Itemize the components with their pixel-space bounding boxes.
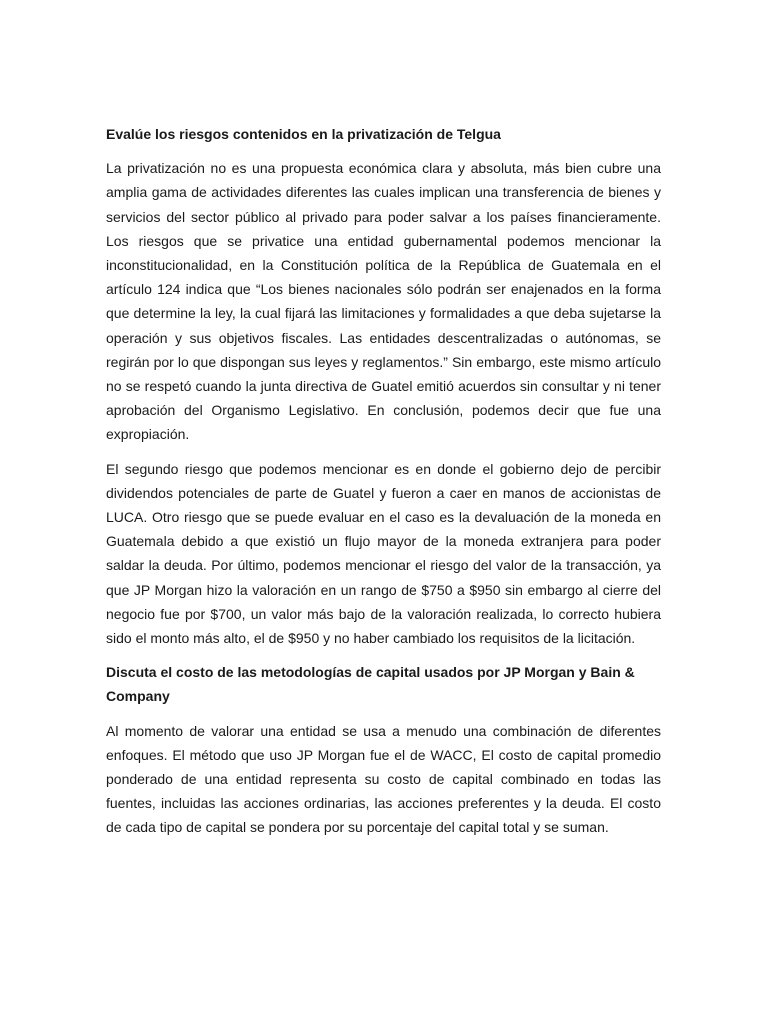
section-heading-telgua-risks: Evalúe los riesgos contenidos en la privatización de Telgua (106, 126, 501, 142)
document-page (106, 122, 661, 850)
paragraph-second-risk: El segundo riesgo que podemos mencionar es en donde el gobierno dejo de percibir dividendos potenciales de parte de Guatel y fueron a caer en manos de accionistas de LUCA. Otro riesgo que se puede evaluar en el caso es la devaluación de la moneda en Guatemala debido a que existió un flujo mayor de la moneda extranjera para poder saldar la deuda. Por último, podemos mencionar el riesgo del valor de la transacción, ya que JP Morgan hizo la valoración en un rango de $750 a $950 sin embargo al cierre del negocio fue por $700, un valor más bajo de la valoración realizada, lo correcto hubiera sido el monto más alto, el de $950 y no haber cambiado los requisitos de la licitación. (106, 460, 661, 647)
paragraph-wacc-method: Al momento de valorar una entidad se usa a menudo una combinación de diferentes enfoques. El método que uso JP Morgan fue el de WACC, El costo de capital promedio ponderado de una entidad representa su costo de capital combinado en todas las fuentes, incluidas las acciones ordinarias, las acciones preferentes y la deuda. El costo de cada tipo de capital se pondera por su porcentaje del capital total y se suman. (106, 722, 661, 836)
paragraph-privatization-intro: La privatización no es una propuesta económica clara y absoluta, más bien cubre una amplia gama de actividades diferentes las cuales implican una transferencia de bienes y servicios del sector público al privado para poder salvar a los países financieramente. Los riesgos que se privatice una entidad gubernamental podemos mencionar la inconstitucionalidad, en la Constitución política de la República de Guatemala en el artículo 124 indica que “Los bienes nacionales sólo podrán ser enajenados en la forma que determine la ley, la cual fijará las limitaciones y formalidades a que deba sujetarse la operación y sus objetivos fiscales. Las entidades descentralizadas o autónomas, se regirán por lo que dispongan sus leyes y reglamentos.” Sin embargo, este mismo artículo no se respetó cuando la junta directiva de Guatel emitió acuerdos sin consultar y ni tener aprobación del Organismo Legislativo. En conclusión, podemos decir que fue una expropiación. (106, 160, 661, 443)
section-heading-capital-methodologies: Discuta el costo de las metodologías de capital usados por JP Morgan y Bain & Company (106, 664, 635, 705)
